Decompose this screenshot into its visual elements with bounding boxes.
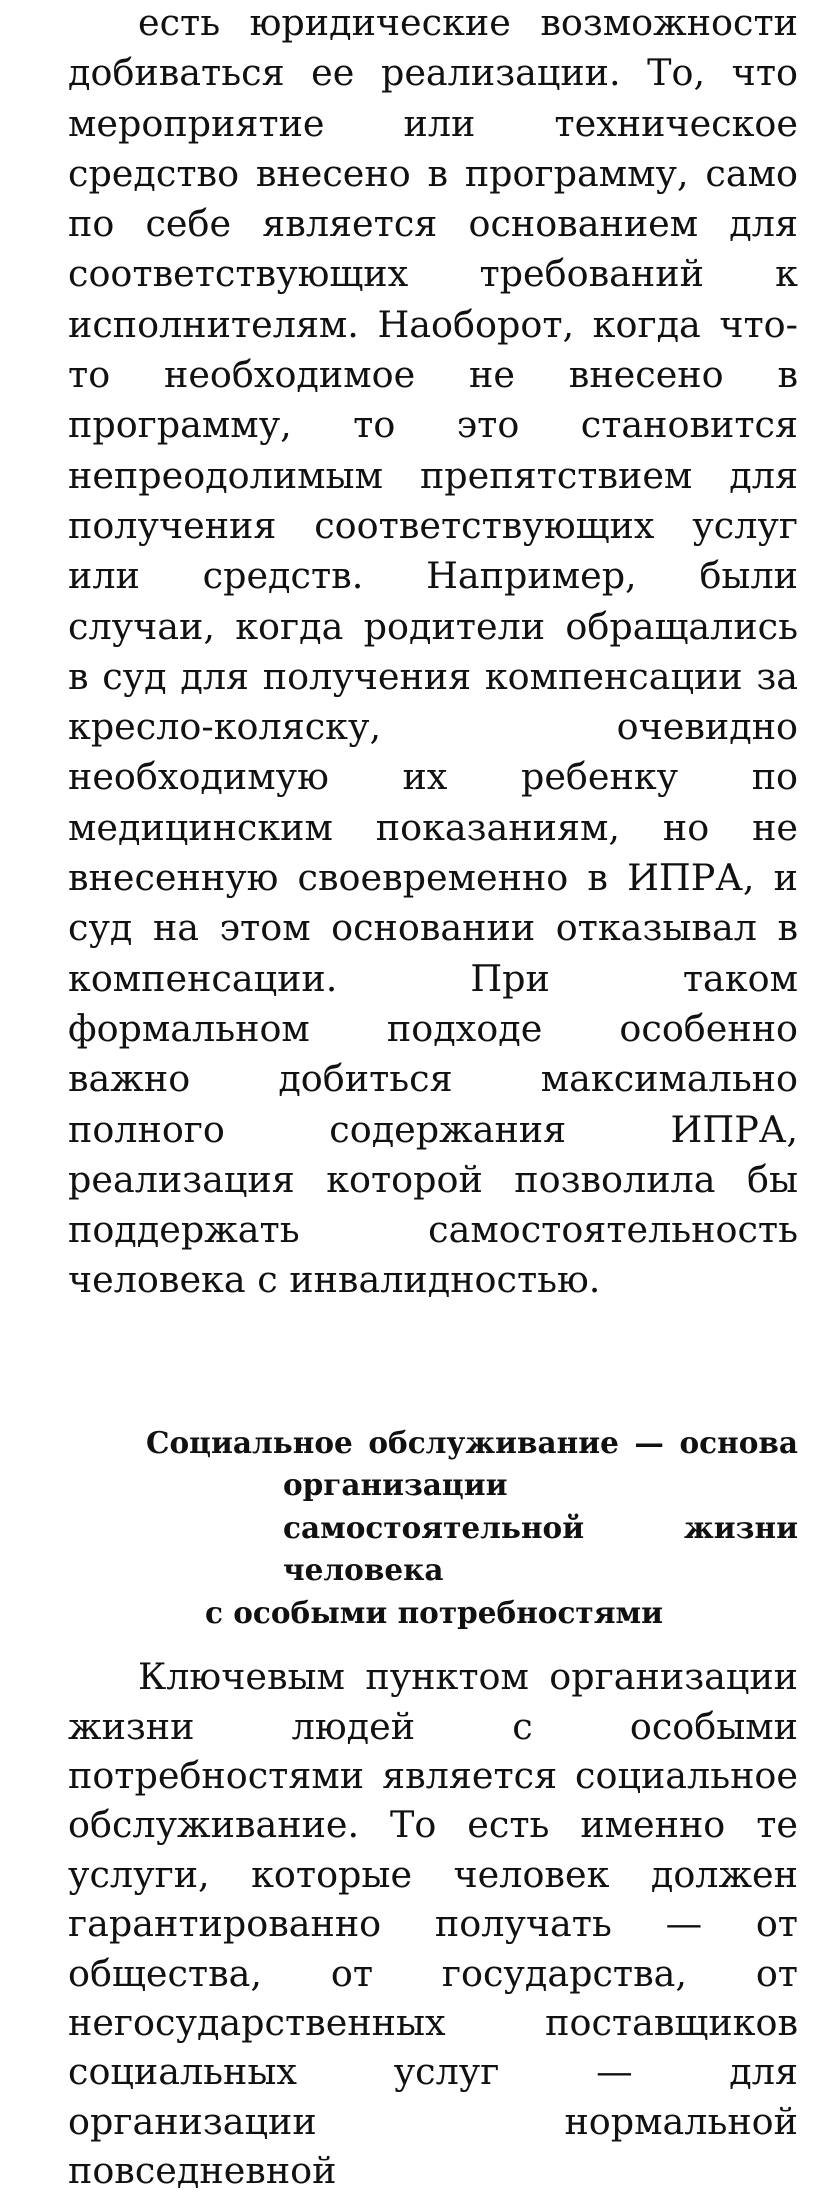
paragraph-top: есть юридические возможности добиваться ее реализации. То, что мероприятие или техническое средство внесено в программу, само по себе является основанием для соответствующих требований к исполнителям. Наоборот, когда что-то необходимое не внесено в программу, то это становится непреодолимым препятствием для получения соответствующих услуг или средств. Например, были случаи, когда родители обращались в суд для получения компенсации за кресло-коляску, очевидно необходимую их ребенку по медицинским показаниям, но не внесенную своевременно в ИПРА, и суд на этом основании отказывал в компенсации. При таком формальном подходе особенно важно добиться максимально полного содержания ИПРА, реализация которой позволила бы поддержать самостоятельность человека с инвалидностью.	[68, 1, 798, 1302]
section-heading-line-4: человека	[283, 1552, 444, 1588]
section-heading-line-1: Социальное обслуживание — основа	[146, 1424, 798, 1460]
section-heading	[68, 1422, 798, 1635]
document-page	[68, 0, 798, 2196]
section-heading-line-3: самостоятельной жизни	[283, 1509, 798, 1545]
section-heading-line-5: с особыми потребностями	[205, 1594, 663, 1630]
paragraph-bottom: Ключевым пунктом организации жизни людей с особыми потребностями является социальное обслуживание. То есть именно те услуги, которые человек должен гарантированно получать — от общества, от государства, от негосударственных поставщиков социальных услуг — для организации нормальной повседневной	[68, 1655, 798, 2193]
section-heading-line-2: организации	[283, 1467, 508, 1503]
